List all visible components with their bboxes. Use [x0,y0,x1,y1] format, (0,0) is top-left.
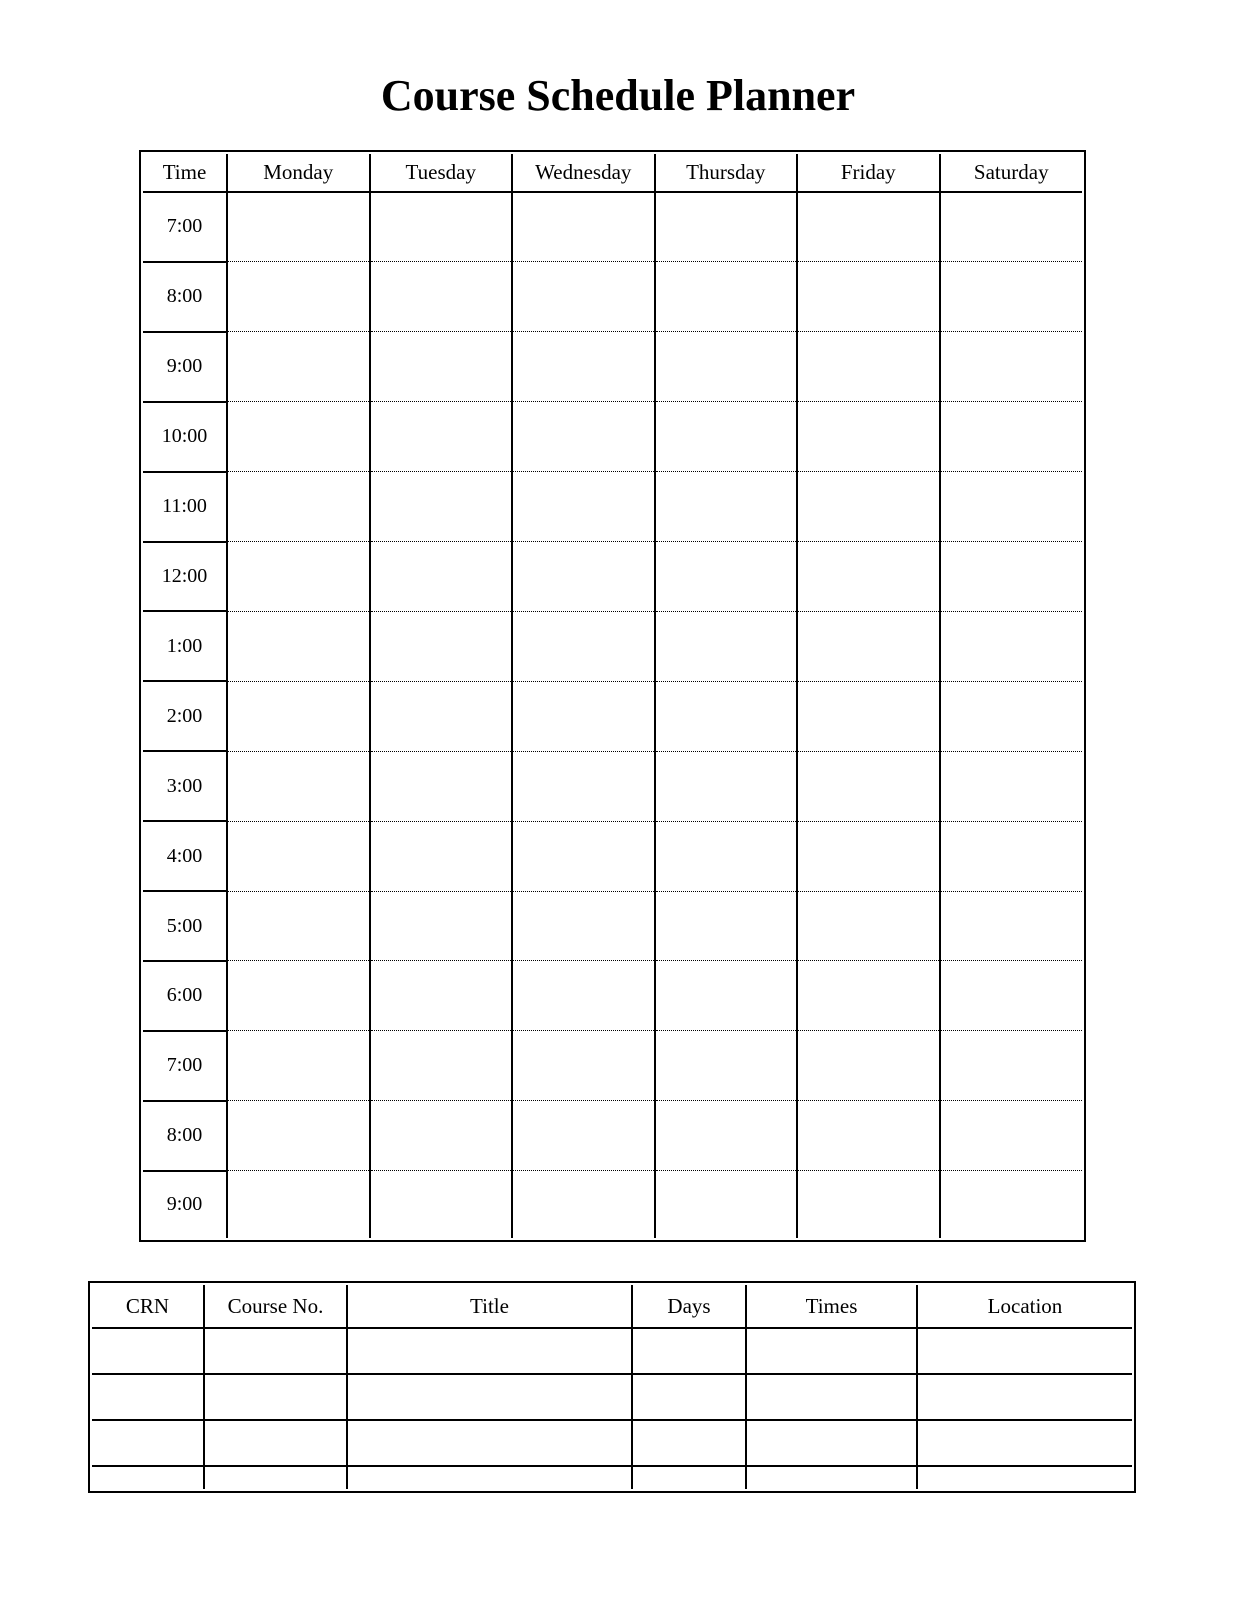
schedule-cell-wednesday[interactable] [512,1031,655,1101]
schedule-row [143,751,1082,821]
schedule-cell-monday[interactable] [227,1031,370,1101]
schedule-cell-thursday[interactable] [655,262,798,332]
schedule-cell-friday[interactable] [797,891,940,961]
course-cell-times[interactable] [746,1420,917,1466]
schedule-cell-monday[interactable] [227,1101,370,1171]
schedule-cell-thursday[interactable] [655,472,798,542]
schedule-cell-tuesday[interactable] [370,891,513,961]
time-label: 8:00 [143,262,227,332]
schedule-cell-monday[interactable] [227,262,370,332]
schedule-cell-saturday[interactable] [940,751,1083,821]
schedule-cell-tuesday[interactable] [370,542,513,612]
schedule-row [143,611,1082,681]
course-cell-days[interactable] [632,1328,746,1374]
schedule-cell-tuesday[interactable] [370,821,513,891]
course-cell-title[interactable] [347,1466,632,1489]
time-label: 6:00 [143,961,227,1031]
time-label: 2:00 [143,681,227,751]
schedule-cell-tuesday[interactable] [370,402,513,472]
schedule-cell-saturday[interactable] [940,1171,1083,1238]
schedule-cell-friday[interactable] [797,961,940,1031]
schedule-cell-wednesday[interactable] [512,1171,655,1238]
schedule-cell-wednesday[interactable] [512,751,655,821]
schedule-cell-friday[interactable] [797,542,940,612]
schedule-row [143,891,1082,961]
schedule-cell-friday[interactable] [797,1031,940,1101]
schedule-cell-wednesday[interactable] [512,891,655,961]
time-label: 12:00 [143,542,227,612]
schedule-row [143,1031,1082,1101]
schedule-row [143,402,1082,472]
schedule-cell-tuesday[interactable] [370,262,513,332]
schedule-cell-thursday[interactable] [655,1031,798,1101]
header-monday: Monday [227,154,370,192]
course-cell-days[interactable] [632,1420,746,1466]
schedule-cell-saturday[interactable] [940,821,1083,891]
schedule-cell-tuesday[interactable] [370,681,513,751]
schedule-cell-monday[interactable] [227,542,370,612]
schedule-cell-saturday[interactable] [940,611,1083,681]
schedule-cell-friday[interactable] [797,262,940,332]
schedule-row [143,332,1082,402]
schedule-cell-tuesday[interactable] [370,1101,513,1171]
header-friday: Friday [797,154,940,192]
schedule-cell-tuesday[interactable] [370,332,513,402]
schedule-row [143,681,1082,751]
header-thursday: Thursday [655,154,798,192]
schedule-cell-saturday[interactable] [940,192,1083,262]
schedule-cell-thursday[interactable] [655,192,798,262]
time-label: 7:00 [143,192,227,262]
schedule-cell-thursday[interactable] [655,332,798,402]
time-label: 5:00 [143,891,227,961]
schedule-cell-thursday[interactable] [655,681,798,751]
header-times: Times [746,1285,917,1328]
schedule-cell-monday[interactable] [227,611,370,681]
time-label: 11:00 [143,472,227,542]
header-location: Location [917,1285,1132,1328]
header-crn: CRN [92,1285,204,1328]
course-row [92,1420,1132,1466]
schedule-cell-saturday[interactable] [940,542,1083,612]
schedule-cell-wednesday[interactable] [512,611,655,681]
schedule-cell-thursday[interactable] [655,611,798,681]
schedule-cell-friday[interactable] [797,402,940,472]
time-label: 9:00 [143,1171,227,1238]
schedule-cell-wednesday[interactable] [512,402,655,472]
schedule-cell-wednesday[interactable] [512,681,655,751]
schedule-cell-tuesday[interactable] [370,472,513,542]
page-title: Course Schedule Planner [380,71,856,120]
schedule-cell-thursday[interactable] [655,751,798,821]
course-row [92,1328,1132,1374]
schedule-cell-monday[interactable] [227,332,370,402]
schedule-row [143,542,1082,612]
schedule-cell-saturday[interactable] [940,402,1083,472]
schedule-cell-thursday[interactable] [655,891,798,961]
schedule-cell-thursday[interactable] [655,402,798,472]
schedule-cell-saturday[interactable] [940,961,1083,1031]
course-row [92,1466,1132,1489]
schedule-cell-friday[interactable] [797,611,940,681]
header-days: Days [632,1285,746,1328]
course-cell-crn[interactable] [92,1466,204,1489]
header-saturday: Saturday [940,154,1083,192]
time-label: 3:00 [143,751,227,821]
schedule-cell-friday[interactable] [797,1101,940,1171]
header-wednesday: Wednesday [512,154,655,192]
header-tuesday: Tuesday [370,154,513,192]
course-list-table [88,1281,1136,1493]
schedule-cell-tuesday[interactable] [370,1171,513,1238]
schedule-cell-thursday[interactable] [655,961,798,1031]
time-label: 7:00 [143,1031,227,1101]
schedule-row [143,821,1082,891]
schedule-cell-friday[interactable] [797,472,940,542]
header-title: Title [347,1285,632,1328]
schedule-cell-wednesday[interactable] [512,1101,655,1171]
schedule-row [143,192,1082,262]
schedule-cell-monday[interactable] [227,402,370,472]
schedule-cell-friday[interactable] [797,681,940,751]
schedule-cell-saturday[interactable] [940,472,1083,542]
schedule-cell-wednesday[interactable] [512,961,655,1031]
schedule-cell-monday[interactable] [227,681,370,751]
schedule-cell-friday[interactable] [797,751,940,821]
course-cell-title[interactable] [347,1328,632,1374]
course-cell-crn[interactable] [92,1420,204,1466]
schedule-cell-saturday[interactable] [940,681,1083,751]
schedule-cell-monday[interactable] [227,751,370,821]
schedule-cell-saturday[interactable] [940,262,1083,332]
schedule-cell-friday[interactable] [797,821,940,891]
schedule-row [143,961,1082,1031]
course-cell-course-no[interactable] [204,1374,347,1420]
schedule-cell-friday[interactable] [797,1171,940,1238]
time-label: 8:00 [143,1101,227,1171]
schedule-cell-wednesday[interactable] [512,542,655,612]
schedule-cell-tuesday[interactable] [370,751,513,821]
course-cell-course-no[interactable] [204,1328,347,1374]
schedule-cell-wednesday[interactable] [512,192,655,262]
schedule-cell-saturday[interactable] [940,1101,1083,1171]
schedule-cell-tuesday[interactable] [370,1031,513,1101]
schedule-cell-monday[interactable] [227,891,370,961]
course-cell-location[interactable] [917,1374,1132,1420]
schedule-cell-tuesday[interactable] [370,192,513,262]
schedule-cell-saturday[interactable] [940,1031,1083,1101]
schedule-cell-wednesday[interactable] [512,821,655,891]
course-cell-course-no[interactable] [204,1420,347,1466]
schedule-cell-tuesday[interactable] [370,961,513,1031]
schedule-cell-saturday[interactable] [940,891,1083,961]
schedule-cell-friday[interactable] [797,192,940,262]
schedule-row [143,472,1082,542]
course-cell-crn[interactable] [92,1374,204,1420]
course-header-row [92,1285,1132,1328]
course-cell-title[interactable] [347,1420,632,1466]
weekly-schedule-table [139,150,1086,1242]
course-cell-location[interactable] [917,1328,1132,1374]
course-cell-times[interactable] [746,1328,917,1374]
schedule-cell-monday[interactable] [227,961,370,1031]
schedule-cell-monday[interactable] [227,821,370,891]
schedule-cell-thursday[interactable] [655,821,798,891]
schedule-row [143,1101,1082,1171]
course-cell-days[interactable] [632,1466,746,1489]
schedule-cell-thursday[interactable] [655,542,798,612]
schedule-cell-friday[interactable] [797,332,940,402]
schedule-cell-wednesday[interactable] [512,472,655,542]
schedule-header-row [143,154,1082,192]
schedule-row [143,262,1082,332]
schedule-row [143,1171,1082,1238]
schedule-cell-wednesday[interactable] [512,332,655,402]
schedule-cell-monday[interactable] [227,192,370,262]
course-cell-location[interactable] [917,1466,1132,1489]
header-course-no: Course No. [204,1285,347,1328]
course-cell-crn[interactable] [92,1328,204,1374]
schedule-cell-monday[interactable] [227,472,370,542]
time-label: 10:00 [143,402,227,472]
schedule-cell-saturday[interactable] [940,332,1083,402]
course-cell-location[interactable] [917,1420,1132,1466]
time-label: 1:00 [143,611,227,681]
time-label: 4:00 [143,821,227,891]
course-row [92,1374,1132,1420]
schedule-cell-thursday[interactable] [655,1171,798,1238]
schedule-cell-thursday[interactable] [655,1101,798,1171]
course-cell-days[interactable] [632,1374,746,1420]
course-cell-times[interactable] [746,1374,917,1420]
header-time: Time [143,154,227,192]
course-cell-times[interactable] [746,1466,917,1489]
course-cell-title[interactable] [347,1374,632,1420]
course-cell-course-no[interactable] [204,1466,347,1489]
schedule-cell-tuesday[interactable] [370,611,513,681]
schedule-cell-wednesday[interactable] [512,262,655,332]
time-label: 9:00 [143,332,227,402]
schedule-cell-monday[interactable] [227,1171,370,1238]
